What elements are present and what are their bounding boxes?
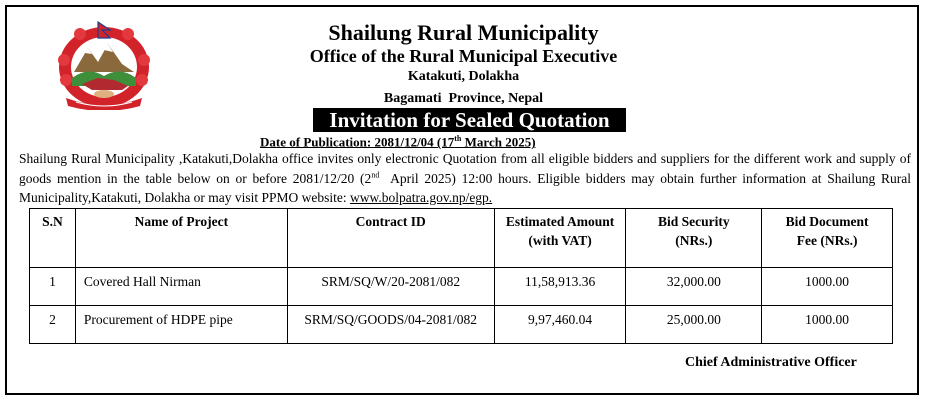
cell-contract-id: SRM/SQ/GOODS/04-2081/082 [287,306,494,344]
cell-estimated-amount: 9,97,460.04 [494,306,626,344]
cell-bid-security: 25,000.00 [626,306,762,344]
cell-estimated-amount: 11,58,913.36 [494,268,626,306]
cell-sn: 2 [30,306,76,344]
table-row [30,306,893,344]
cell-project-name: Procurement of HDPE pipe [75,306,287,344]
cell-bid-security: 32,000.00 [626,268,762,306]
publication-date: Date of Publication: 2081/12/04 (17th March 2025) [260,134,536,150]
office-province: Bagamati Province, Nepal [383,91,544,106]
table-header-row [30,209,893,268]
notice-title-banner: Invitation for Sealed Quotation [313,108,626,132]
office-location: Katakuti, Dolakha [407,69,520,84]
cell-sn: 1 [30,268,76,306]
header-bid-document-fee: Bid Document Fee (NRs.) [762,209,893,268]
quotation-table [29,208,893,344]
signature-title: Chief Administrative Officer [685,355,857,370]
cell-bid-document-fee: 1000.00 [762,306,893,344]
office-name: Office of the Rural Municipal Executive [309,46,618,66]
header-project-name: Name of Project [75,209,287,268]
cell-contract-id: SRM/SQ/W/20-2081/082 [287,268,494,306]
cell-bid-document-fee: 1000.00 [762,268,893,306]
header-estimated-amount: Estimated Amount (with VAT) [494,209,626,268]
header-bid-security: Bid Security (NRs.) [626,209,762,268]
municipality-name: Shailung Rural Municipality [328,20,599,45]
cell-project-name: Covered Hall Nirman [75,268,287,306]
header-sn: S.N [30,209,76,268]
table-row [30,268,893,306]
ppmo-website-link[interactable]: www.bolpatra.gov.np/egp. [349,190,493,205]
notice-paragraph: Shailung Rural Municipality ,Katakuti,Dolakha office invites only electronic Quotation from all eligible bidders and suppliers for the different work and supply of goods mention in the table below on or before 2081/12/20 (2nd April 2025) 12:00 hours. Eligible bidders may obtain further information at Shailung Rural Municipality,Katakuti, Dolakha or may visit PPMO website: www.bolpatra.gov.np/egp. [19,151,915,205]
header-contract-id: Contract ID [287,209,494,268]
